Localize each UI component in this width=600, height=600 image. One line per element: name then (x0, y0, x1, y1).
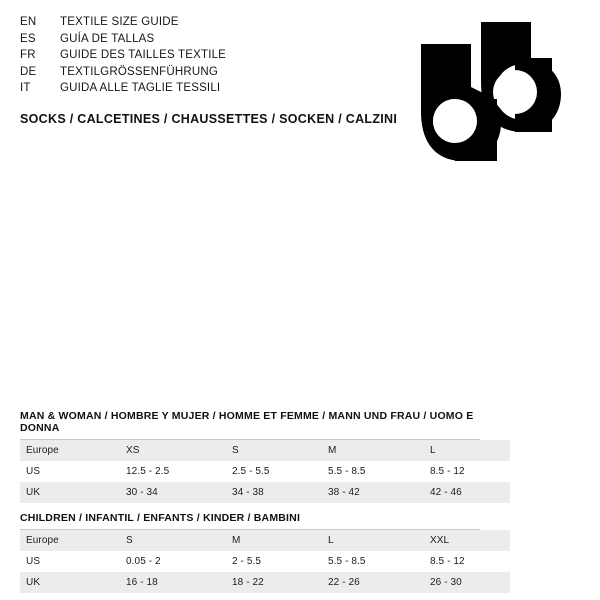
language-code: IT (20, 82, 31, 94)
row-label: Europe (20, 530, 120, 551)
cell: M (226, 530, 322, 551)
adult-size-table (20, 440, 510, 503)
language-row (20, 31, 350, 48)
language-text: GUIDE DES TAILLES TEXTILE (60, 49, 227, 61)
language-row (20, 47, 350, 64)
cell: 12.5 - 2.5 (120, 461, 226, 482)
language-row (20, 14, 350, 31)
table-row (20, 461, 510, 482)
cell: 38 - 42 (322, 482, 424, 503)
row-label: UK (20, 572, 120, 593)
cell: 8.5 - 12 (424, 551, 510, 572)
adult-size-section (20, 410, 480, 503)
table-row (20, 530, 510, 551)
socks-illustration (405, 22, 575, 182)
cell: 0.05 - 2 (120, 551, 226, 572)
product-title: SOCKS / CALCETINES / CHAUSSETTES / SOCKEN / CALZINI (20, 112, 398, 126)
table-row (20, 551, 510, 572)
language-code: EN (20, 16, 37, 28)
language-list (20, 14, 350, 97)
cell: L (322, 530, 424, 551)
row-label: UK (20, 482, 120, 503)
cell: 5.5 - 8.5 (322, 551, 424, 572)
table-row (20, 440, 510, 461)
adult-section-title: MAN & WOMAN / HOMBRE Y MUJER / HOMME ET FEMME / MANN UND FRAU / UOMO E DONNA (20, 410, 474, 434)
children-section-title: CHILDREN / INFANTIL / ENFANTS / KINDER / BAMBINI (20, 512, 301, 524)
cell: L (424, 440, 510, 461)
cell: 18 - 22 (226, 572, 322, 593)
table-row (20, 572, 510, 593)
cell: 2.5 - 5.5 (226, 461, 322, 482)
cell: 2 - 5.5 (226, 551, 322, 572)
language-row (20, 80, 350, 97)
row-label: US (20, 461, 120, 482)
children-size-table (20, 530, 510, 593)
row-label: Europe (20, 440, 120, 461)
language-code: FR (20, 49, 36, 61)
language-text: GUÍA DE TALLAS (60, 32, 155, 45)
cell: S (226, 440, 322, 461)
cell: 22 - 26 (322, 572, 424, 593)
cell: XXL (424, 530, 510, 551)
language-text: TEXTILE SIZE GUIDE (60, 16, 179, 28)
children-size-section (20, 512, 480, 593)
row-label: US (20, 551, 120, 572)
cell: 30 - 34 (120, 482, 226, 503)
language-text: GUIDA ALLE TAGLIE TESSILI (60, 82, 221, 94)
language-row (20, 64, 350, 81)
language-code: ES (20, 32, 36, 45)
cell: 5.5 - 8.5 (322, 461, 424, 482)
language-text: TEXTILGRÖSSENFÜHRUNG (60, 65, 218, 78)
language-code: DE (20, 65, 37, 78)
cell: S (120, 530, 226, 551)
cell: XS (120, 440, 226, 461)
cell: 16 - 18 (120, 572, 226, 593)
cell: 26 - 30 (424, 572, 510, 593)
cell: M (322, 440, 424, 461)
cell: 42 - 46 (424, 482, 510, 503)
table-row (20, 482, 510, 503)
cell: 8.5 - 12 (424, 461, 510, 482)
cell: 34 - 38 (226, 482, 322, 503)
